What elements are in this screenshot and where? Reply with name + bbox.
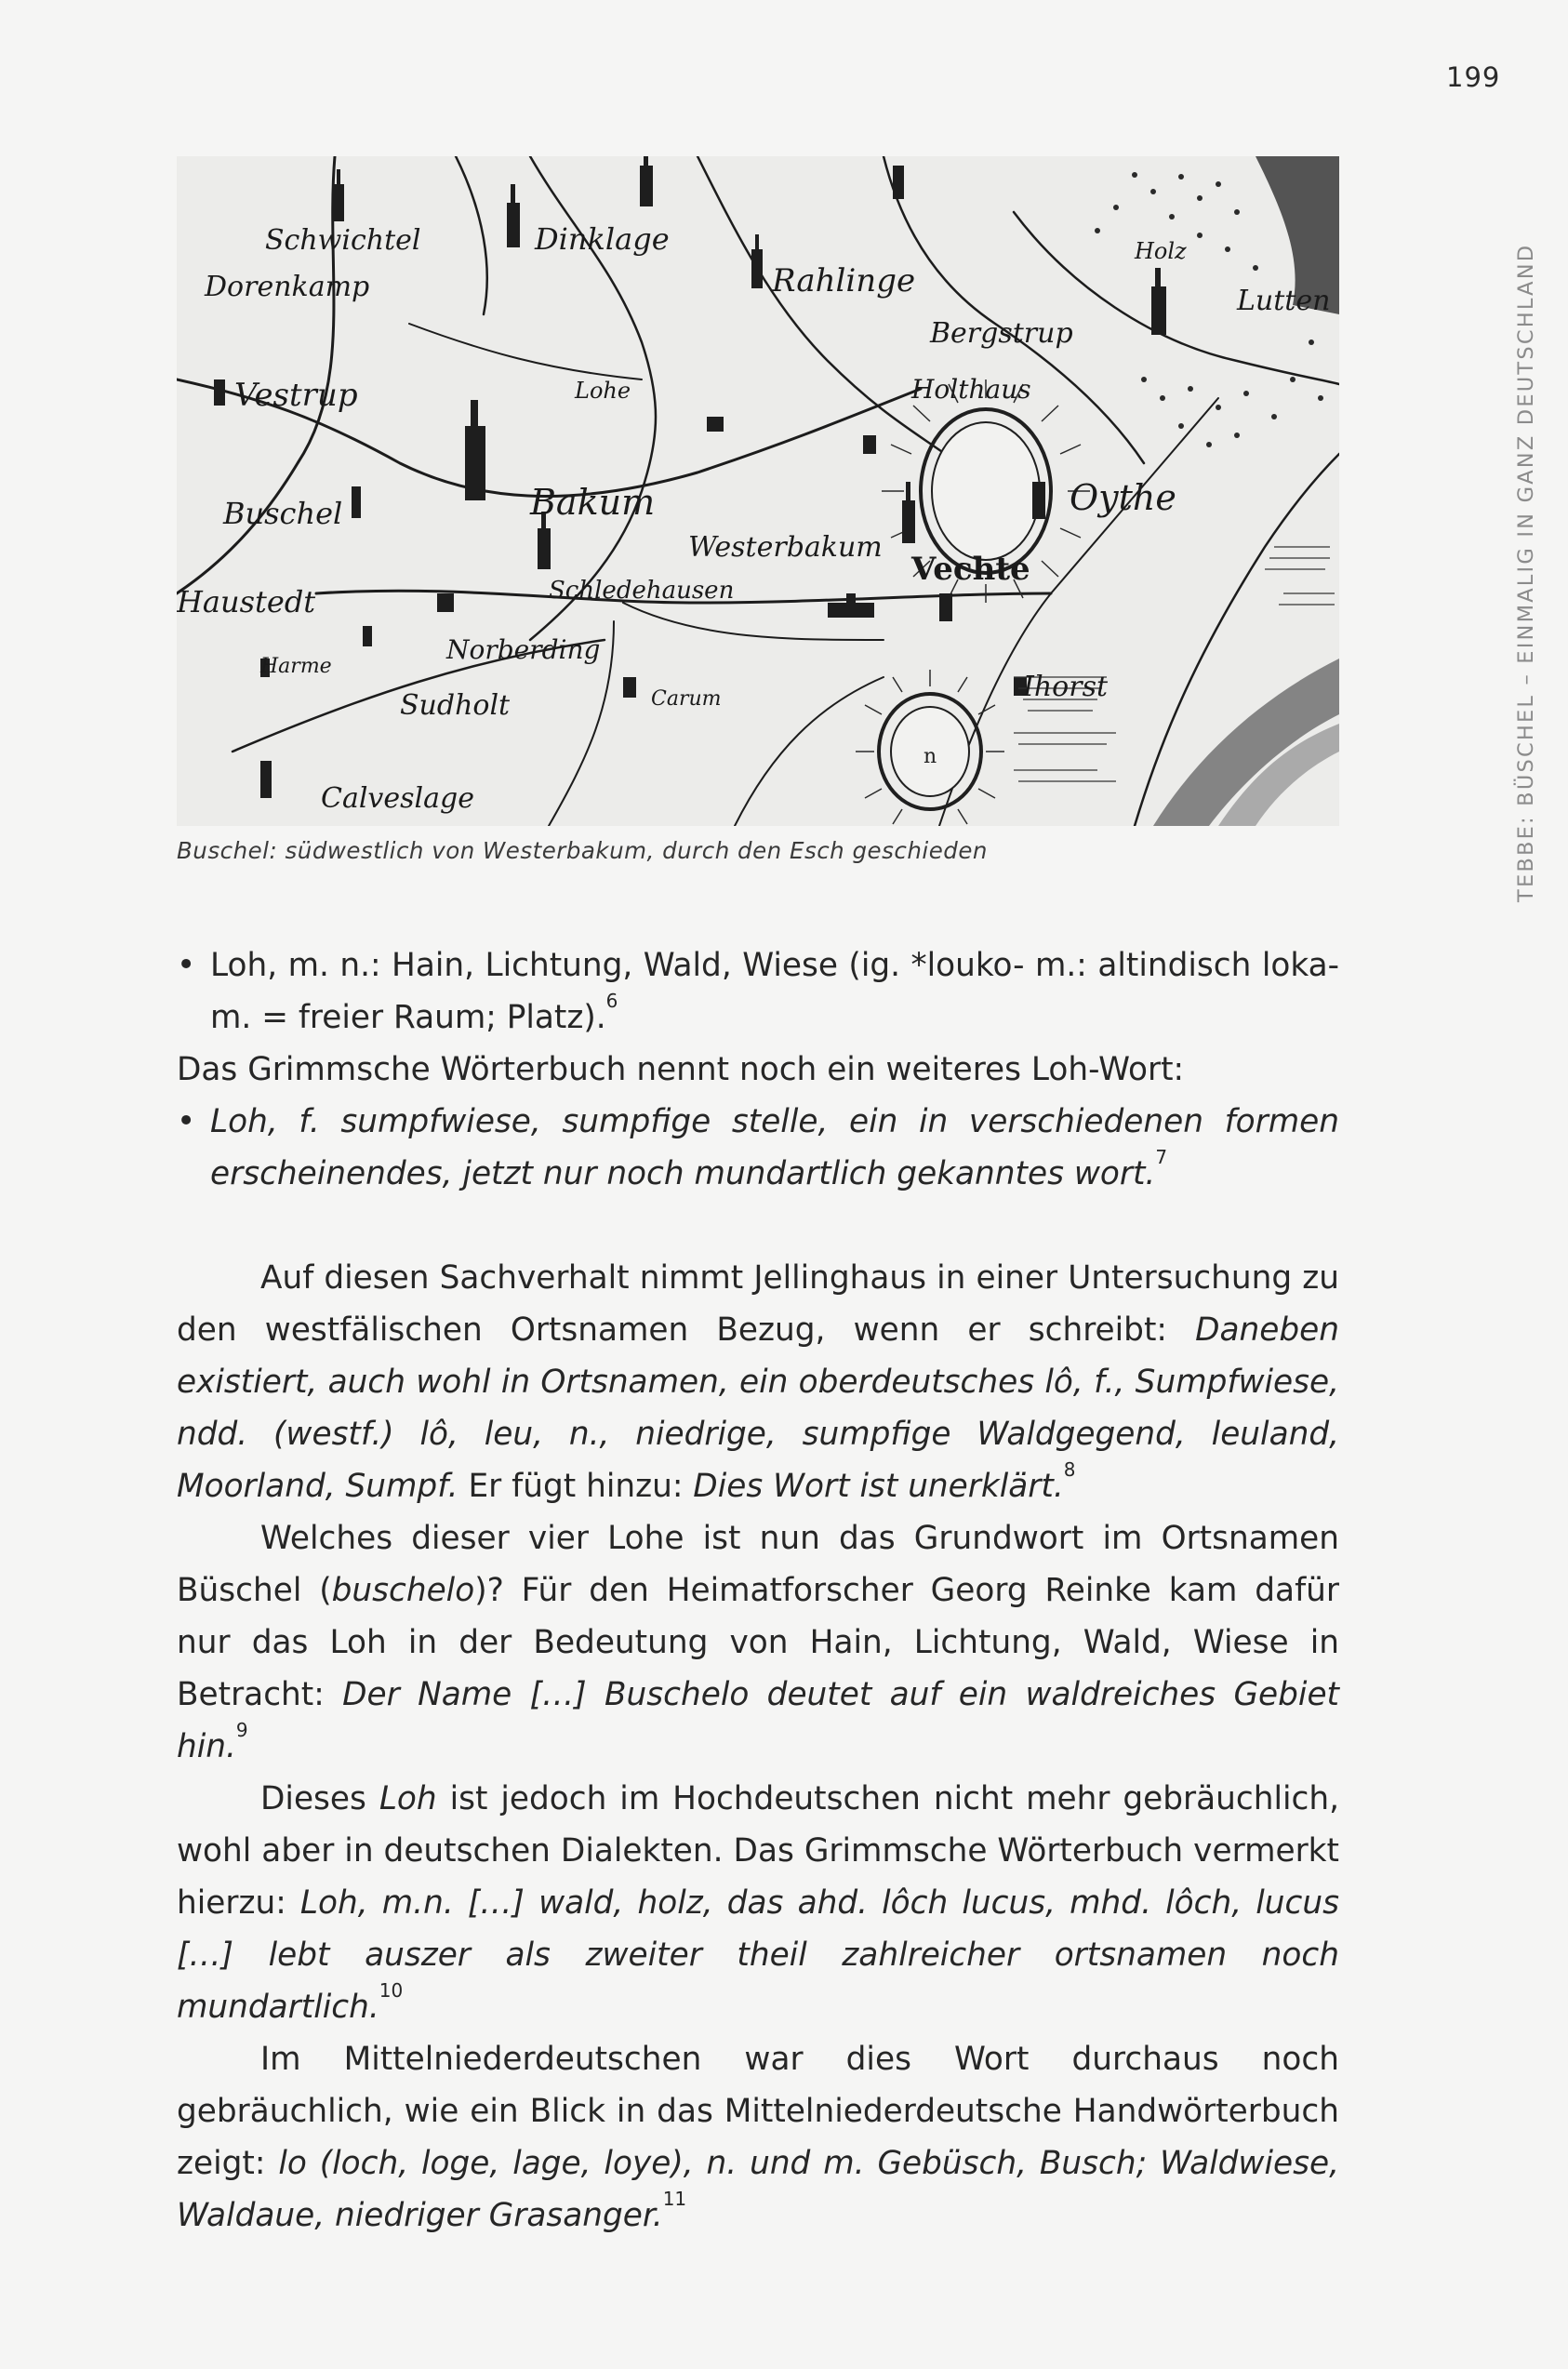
map-label: Bergstrup [930,317,1073,350]
paragraph-grimm [177,1773,1339,2033]
map-label: Holthaus [911,374,1031,405]
map-label: Vestrup [234,377,358,414]
quote-run: buschelo [331,1572,475,1609]
map-label: Bakum [530,482,656,523]
map-label: Holz [1135,238,1187,264]
map-label: Buschel [223,496,343,531]
text-run: ist jedoch im Hochdeutschen nicht mehr gebräuchlich, wohl aber in deutschen Dialekten. Das Grimmsche Wörterbuch vermerkt hierzu: [177,1780,1340,1922]
quote-run: lo (loch, loge, lage, loye), n. und m. Gebüsch, Busch; Waldwiese, Waldaue, niedriger Grasanger. [177,2145,1339,2234]
footnote-ref: 7 [1155,1146,1168,1168]
map-label: Schwichtel [265,224,421,257]
svg-text:n: n [924,745,937,768]
map-label: Carum [651,687,722,711]
map-label: Calveslage [321,782,474,815]
bullet-text: Loh, f. sumpfwiese, sumpfige stelle, ein in verschiedenen formen erscheinendes, jetzt nur noch mundartlich gekanntes wort. [210,1103,1339,1192]
paragraph-jellinghaus [177,1252,1339,1512]
quote-run: Daneben existiert, auch wohl in Ortsnamen, ein oberdeutsches lô, f., Sumpfwiese, ndd. (westf.) lô, leu, n., niedrige, sumpfige Waldgegend, leuland, Moorland, Sumpf. [177,1311,1339,1505]
map-label: Ihorst [1023,671,1109,703]
footnote-ref: 10 [379,1979,404,2002]
text-run: Dieses [260,1780,379,1817]
quote-run: Der Name […] Buschelo deutet auf ein waldreiches Gebiet hin. [177,1676,1340,1765]
map-label: Dinklage [535,221,670,257]
text-run: )? Für den Heimatforscher Georg Reinke kam dafür nur das Loh in der Bedeutung von Hain, Lichtung, Wald, Wiese in Betracht: [177,1572,1339,1713]
map-illustration [177,156,1339,826]
text-run: Auf diesen Sachverhalt nimmt Jellinghaus in einer Untersuchung zu den westfälischen Ortsnamen Bezug, wenn er schreibt: [177,1259,1339,1349]
map-label: Haustedt [177,584,316,619]
map-label: Harme [260,655,332,678]
footnote-ref: 9 [235,1719,248,1741]
map-label: Sudholt [400,689,511,722]
paragraph-reinke [177,1512,1339,1773]
bullet-item-loh-f [177,1096,1339,1200]
quote-run: Dies Wort ist unerklärt. [693,1468,1064,1505]
map-label: Oythe [1070,477,1176,518]
footnote-ref: 6 [605,990,618,1012]
map-label: Lutten [1237,285,1331,317]
map-label: Rahlinge [772,262,916,299]
body-text [177,939,1339,2242]
paragraph-mittelniederdeutsch [177,2033,1339,2242]
bullet-text: Loh, m. n.: Hain, Lichtung, Wald, Wiese (ig. *louko- m.: altindisch loka- m. = freier Raum; Platz). [210,947,1339,1036]
running-head [1511,158,1541,902]
historical-map-figure [177,156,1339,826]
quote-run: Loh [379,1780,437,1817]
map-label: Lohe [575,378,631,404]
footnote-ref: 11 [662,2188,687,2210]
text-run: Er fügt hinzu: [458,1468,694,1505]
map-label: Vechte [911,551,1030,588]
page-number: 199 [1446,61,1501,93]
footnote-ref: 8 [1063,1458,1076,1481]
map-label: Norberding [446,634,601,665]
intro-line: Das Grimmsche Wörterbuch nennt noch ein weiteres Loh-Wort: [177,1051,1185,1088]
map-label: Schledehausen [549,577,735,605]
text-run: Welches dieser vier Lohe ist nun das Grundwort im Ortsnamen Büschel ( [177,1520,1339,1609]
figure-caption: Buschel: südwestlich von Westerbakum, durch den Esch geschieden [177,837,988,864]
text-run: Im Mittelniederdeutschen war dies Wort durchaus noch gebräuchlich, wie ein Blick in das Mittelniederdeutsche Handwörterbuch zeigt: [177,2041,1339,2182]
bullet-item-loh-mn [177,939,1339,1044]
running-head-text: TEBBE: BÜSCHEL – EINMALIG IN GANZ DEUTSCHLAND [1514,243,1538,902]
paragraph-gap [177,1200,1339,1252]
map-label: Westerbakum [688,531,883,564]
map-label: Dorenkamp [205,271,370,303]
quote-run: Loh, m.n. […] wald, holz, das ahd. lôch lucus, mhd. lôch, lucus […] lebt auszer als zweiter theil zahlreicher ortsnamen noch mundartlich. [177,1884,1339,2026]
